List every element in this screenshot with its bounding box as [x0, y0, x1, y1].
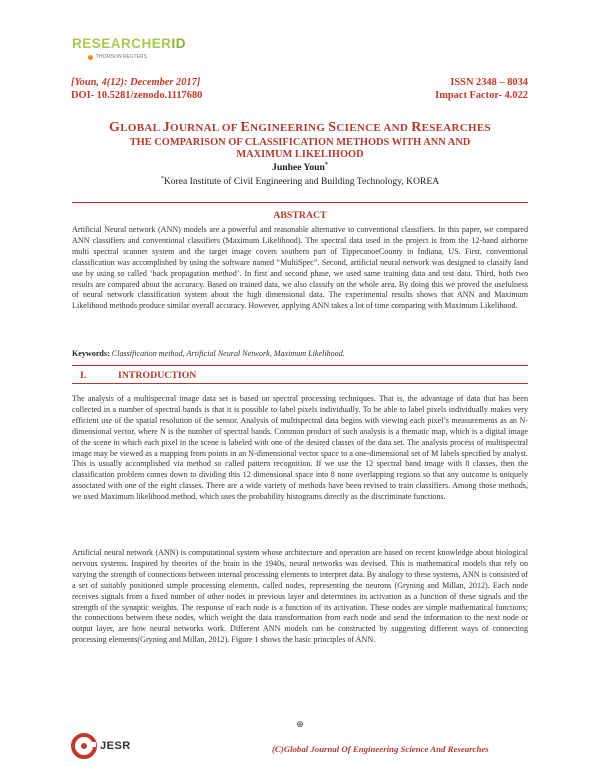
section-heading-introduction [72, 370, 528, 381]
thomson-reuters-icon [88, 55, 93, 60]
impact-factor: Impact Factor- 4.022 [435, 90, 528, 101]
jesr-logo [70, 728, 150, 764]
intro-paragraph-2: Artificial neural network (ANN) is computational system whose architecture and operation are based on recent knowledge about biological nervous systems. Inspired by theories of the brain in the 1940s, neural networks was devised. This is mathematical models that rely on varying the strength of connections between internal processing elements to interpret data. By analogy to these systems, ANN is consisted of a set of suitably positioned simple processing elements, called nodes, representing the neurons (Gryning and Millan, 2012). Each node receives signals from a fixed number of other nodes in previous layer and determines its activation as a function of these signals and the strength of the synaptic weights. The response of each node is a function of its activation. These nodes are simple mathematical functions; the connections between these nodes, which weight the data transformation from each node and send the information to the next node or output layer, are how neural networks work. Different ANN models can be constructed by suggesting different ways of connecting processing elements(Gryning and Millan, 2012). Figure 1 shows the basic principles of ANN. [72, 548, 528, 645]
section-number: I. [80, 370, 87, 381]
abstract-text: Artificial Neural network (ANN) models are a powerful and reasonable alternative to conventional classifiers. In this paper, we compared ANN classifiers and conventional classifiers (Maximum Likelihood). The spectral data used in the project is from the 12-band airborne multi spectral scanner system and the target image covers southern part of TippecanoeCounty in Indiana, US. First, conventional classification was accomplished by using the software named “MultiSpec”. Second, artificial neural network was designed to classify land use by using so called ‘back propagation method’. In first and second phase, we used same training data and test data. Third, both two results are compared about the accuracy. Based on trained data, we also classify on the whole area. By doing this we proved the usefulness of neural network classification system about the high dimensional data. The experimental results shows that ANN and Maximum Likelihood methods produce similar overall accuracy. However, applying ANN takes a lot of time comparing with Maximum Likelihood. [72, 225, 528, 311]
issue-info: [Youn, 4(12): December 2017] [71, 77, 201, 88]
researcherid-logo [72, 36, 232, 70]
jesr-logo-icon [70, 732, 98, 760]
paper-title-line1: THE COMPARISON OF CLASSIFICATION METHODS WITH ANN AND [129, 137, 471, 148]
intro-paragraph-1: The analysis of a multispectral image data set is based on spectral processing techniques. That is, the advantage of data that has been collected in a number of spectral bands is that it is possible to label pixels individually. To be able to label pixels individually makes very efficient use of the spatial resolution of the sensor. Analysis of multispectral data begins with viewing each pixel’s measurements as an N-dimensional vector, where N is the number of spectral bands. Common product of such analysis is a thematic map, which is a digital image of the scene in which each pixel in the scene is labeled with one of the desired classes of the data set. The analysis process of multispectral image may be viewed as a mapping from points in an N-dimensional vector space to a one-dimensional set of M labels specified by analyst. This is usually accomplished via method so called pattern recognition. If we use the 12 spectral band image with 8 classes, then the classification problem comes down to dividing this 12 dimensional space into 8 none overlapping regions so that any outcome is uniquely associated with one of the eight classes. There are a wide variety of methods have been revised to train classifiers. Among those methods, we used Maximum likelihood method, which uses the probability histograms directly as the discriminate functions. [72, 394, 528, 502]
abstract-heading: ABSTRACT [273, 210, 327, 221]
divider-section [72, 365, 528, 366]
divider-section-bottom [72, 383, 528, 384]
divider-top [72, 202, 528, 203]
logo-sub-text: THOMSON REUTERS [96, 54, 147, 60]
section-title: INTRODUCTION [118, 370, 197, 381]
logo-main-text: RESEARCHER [72, 36, 172, 51]
author-name: Junhee Youn* [272, 162, 328, 174]
footer-copyright: (C)Global Journal Of Engineering Science And Researches [272, 744, 489, 754]
logo-wordmark [72, 36, 232, 51]
author-affiliation: *Korea Institute of Civil Engineering and Building Technology, KOREA [160, 176, 440, 188]
keywords: Keywords: Classification method, Artificial Neural Network, Maximum Likelihood. [72, 349, 345, 358]
doi-info: DOI- 10.5281/zenodo.1117680 [71, 90, 203, 101]
logo-subtitle [88, 54, 232, 60]
issn-info: ISSN 2348 – 8034 [450, 77, 528, 88]
header-left [71, 76, 202, 102]
paper-title [90, 137, 510, 160]
journal-title: GLOBAL JOURNAL OF ENGINEERING SCIENCE AND RESEARCHES [109, 120, 491, 135]
page-number: ⊕ [296, 720, 304, 730]
logo-id-text: ID [171, 36, 187, 51]
jesr-logo-text: JESR [100, 740, 131, 752]
header-right [435, 76, 528, 102]
paper-title-line2: MAXIMUM LIKELIHOOD [236, 148, 364, 160]
